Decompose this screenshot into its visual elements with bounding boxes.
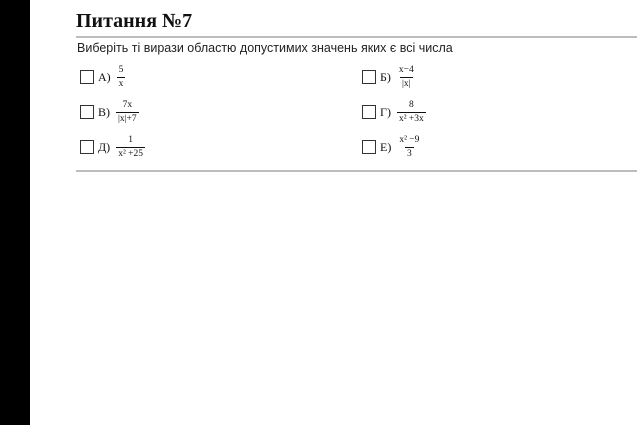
option-c-fraction	[116, 100, 139, 125]
option-c-label: В)	[98, 104, 110, 119]
option-f-denominator: 3	[407, 148, 412, 159]
option-a-checkbox[interactable]	[80, 70, 94, 84]
option-e-label: Д)	[98, 139, 111, 154]
option-f-label: Е)	[380, 139, 392, 154]
option-a-label: А)	[98, 69, 111, 84]
option-b-checkbox[interactable]	[362, 70, 376, 84]
option-d-checkbox[interactable]	[362, 105, 376, 119]
option-a[interactable]	[80, 62, 125, 92]
option-a-denominator: x	[118, 78, 124, 89]
option-e-denominator: x² +25	[118, 148, 144, 159]
option-c-numerator: 7x	[122, 99, 133, 110]
option-e-checkbox[interactable]	[80, 140, 94, 154]
option-d[interactable]	[362, 97, 426, 127]
option-e-numerator: 1	[128, 134, 133, 145]
option-b-denominator: |x|	[402, 78, 411, 89]
option-d-fraction	[397, 100, 426, 125]
option-c-denominator: |x|+7	[118, 113, 137, 124]
option-a-fraction	[117, 65, 126, 90]
option-d-label: Г)	[380, 104, 391, 119]
option-f[interactable]	[362, 132, 421, 162]
option-f-checkbox[interactable]	[362, 140, 376, 154]
option-b-numerator: x−4	[398, 64, 414, 75]
option-f-fraction	[397, 135, 421, 160]
option-d-numerator: 8	[408, 99, 414, 110]
option-b-fraction	[397, 65, 416, 90]
option-c-checkbox[interactable]	[80, 105, 94, 119]
option-c[interactable]	[80, 97, 139, 127]
option-b-label: Б)	[380, 69, 391, 84]
option-b[interactable]	[362, 62, 416, 92]
question-text: Виберіть ті вирази областю допустимих значень яких є всі числа	[77, 41, 453, 55]
option-e-fraction	[116, 135, 145, 160]
option-d-denominator: x² +3x	[398, 113, 424, 124]
option-e[interactable]	[80, 132, 145, 162]
top-divider	[76, 36, 637, 38]
option-f-numerator: x² −9	[399, 134, 420, 145]
question-page	[30, 0, 637, 425]
question-title: Питання №7	[76, 10, 193, 32]
bottom-divider	[76, 170, 637, 172]
option-a-numerator: 5	[118, 64, 124, 75]
